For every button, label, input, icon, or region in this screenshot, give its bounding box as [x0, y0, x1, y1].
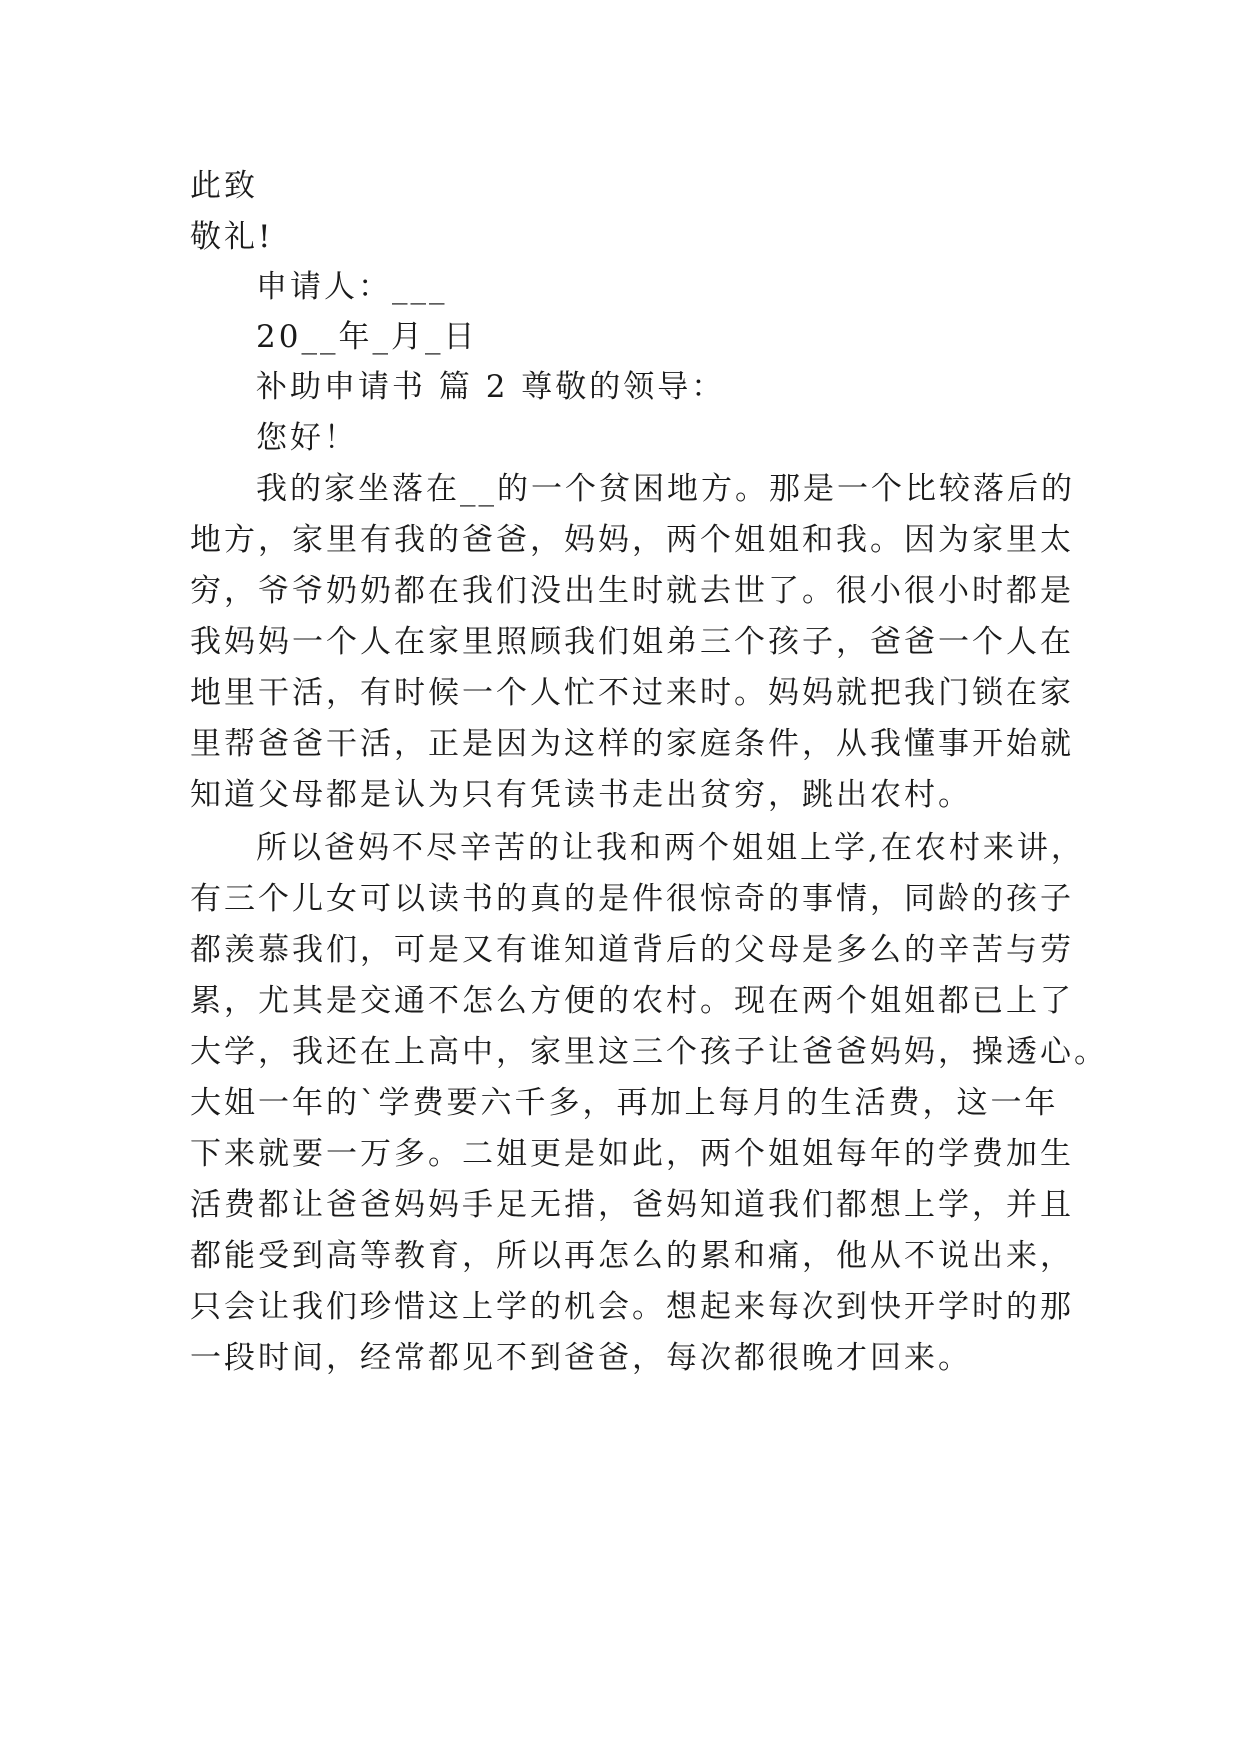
greeting-line: 您好！ [256, 420, 358, 456]
closing-line-2: 敬礼! [190, 219, 274, 255]
paragraph-1-line: 穷，爷爷奶奶都在我们没出生时就去世了。很小很小时都是 [190, 573, 1074, 609]
paragraph-1-line: 我的家坐落在__的一个贫困地方。那是一个比较落后的 [256, 471, 1075, 507]
paragraph-1-line: 知道父母都是认为只有凭读书走出贫穷，跳出农村。 [190, 777, 972, 813]
paragraph-2-line: 大学，我还在上高中，家里这三个孩子让爸爸妈妈，操透心。 [190, 1034, 1108, 1070]
section-heading: 补助申请书 篇 2 尊敬的领导： [256, 369, 726, 405]
closing-line-1: 此致 [190, 168, 258, 204]
paragraph-2-line: 下来就要一万多。二姐更是如此，两个姐姐每年的学费加生 [190, 1136, 1074, 1172]
paragraph-2-line: 有三个儿女可以读书的真的是件很惊奇的事情，同龄的孩子 [190, 881, 1074, 917]
paragraph-2-line: 活费都让爸爸妈妈手足无措，爸妈知道我们都想上学，并且 [190, 1187, 1074, 1223]
paragraph-1-line: 我妈妈一个人在家里照顾我们姐弟三个孩子，爸爸一个人在 [190, 624, 1074, 660]
paragraph-2-line: 都羡慕我们，可是又有谁知道背后的父母是多么的辛苦与劳 [190, 932, 1074, 968]
paragraph-1-line: 里帮爸爸干活，正是因为这样的家庭条件，从我懂事开始就 [190, 726, 1074, 762]
paragraph-1-line: 地里干活，有时候一个人忙不过来时。妈妈就把我门锁在家 [190, 675, 1074, 711]
date-line: 20__年_月_日 [256, 319, 478, 355]
paragraph-2-line: 累，尤其是交通不怎么方便的农村。现在两个姐姐都已上了 [190, 983, 1074, 1019]
paragraph-2-line: 只会让我们珍惜这上学的机会。想起来每次到快开学时的那 [190, 1289, 1074, 1325]
paragraph-1-line: 地方，家里有我的爸爸，妈妈，两个姐姐和我。因为家里太 [190, 522, 1074, 558]
paragraph-2-line: 大姐一年的`学费要六千多，再加上每月的生活费，这一年 [190, 1085, 1059, 1121]
applicant-line: 申请人：___ [256, 269, 448, 305]
paragraph-2-line: 都能受到高等教育，所以再怎么的累和痛，他从不说出来， [190, 1238, 1074, 1274]
paragraph-2-line: 所以爸妈不尽辛苦的让我和两个姐姐上学,在农村来讲， [256, 830, 1085, 866]
paragraph-2-line: 一段时间，经常都见不到爸爸，每次都很晚才回来。 [190, 1340, 972, 1376]
